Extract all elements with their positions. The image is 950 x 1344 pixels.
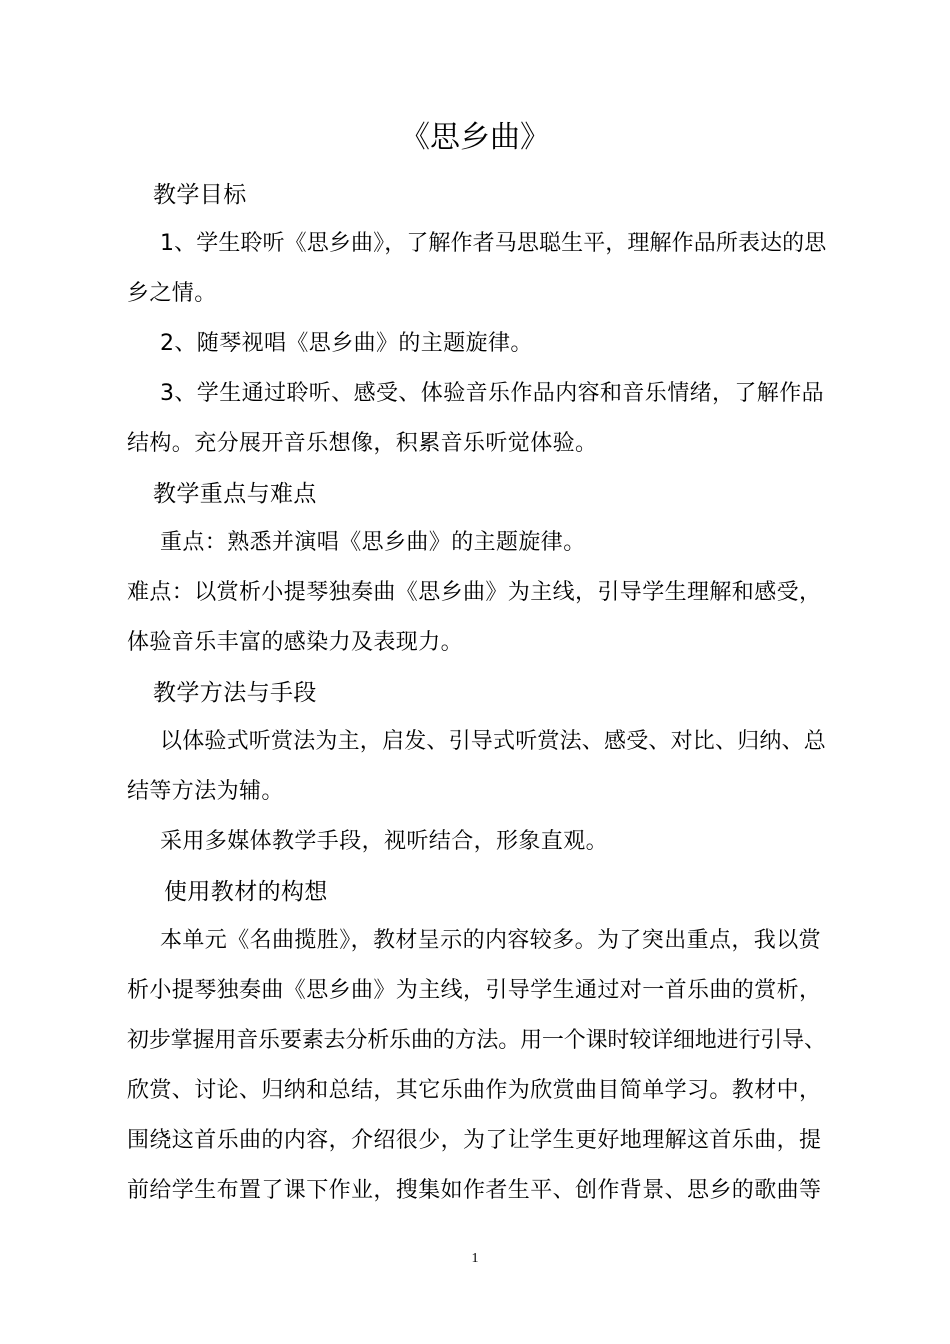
paragraph-line: 初步掌握用音乐要素去分析乐曲的方法。用一个课时较详细地进行引导、 — [127, 1028, 826, 1053]
section-heading-keypoints: 教学重点与难点 — [153, 481, 317, 507]
paragraph-line: 乡之情。 — [127, 281, 217, 306]
paragraph-line: 结等方法为辅。 — [127, 779, 284, 804]
paragraph-line: 3、学生通过聆听、感受、体验音乐作品内容和音乐情绪，了解作品 — [160, 381, 824, 406]
document-title: 《思乡曲》 — [400, 120, 550, 155]
paragraph-line: 欣赏、讨论、归纳和总结，其它乐曲作为欣赏曲目简单学习。教材中， — [127, 1078, 822, 1103]
section-heading-materials: 使用教材的构想 — [164, 879, 328, 905]
paragraph-line: 结构。充分展开音乐想像，积累音乐听觉体验。 — [127, 431, 598, 456]
paragraph-line: 本单元《名曲揽胜》，教材呈示的内容较多。为了突出重点，我以赏 — [160, 928, 822, 953]
paragraph-line: 采用多媒体教学手段，视听结合，形象直观。 — [160, 829, 609, 854]
paragraph-line: 析小提琴独奏曲《思乡曲》为主线，引导学生通过对一首乐曲的赏析， — [127, 978, 822, 1003]
section-heading-methods: 教学方法与手段 — [153, 680, 317, 706]
page-number: 1 — [471, 1251, 479, 1266]
paragraph-line: 围绕这首乐曲的内容，介绍很少，为了让学生更好地理解这首乐曲，提 — [127, 1128, 822, 1153]
paragraph-line: 难点：以赏析小提琴独奏曲《思乡曲》为主线，引导学生理解和感受， — [127, 580, 822, 605]
section-heading-objectives: 教学目标 — [153, 182, 247, 208]
paragraph-line: 前给学生布置了课下作业，搜集如作者生平、创作背景、思乡的歌曲等 — [127, 1178, 822, 1203]
paragraph-line: 重点：熟悉并演唱《思乡曲》的主题旋律。 — [160, 530, 586, 555]
paragraph-line: 体验音乐丰富的感染力及表现力。 — [127, 630, 464, 655]
paragraph-line: 以体验式听赏法为主，启发、引导式听赏法、感受、对比、归纳、总 — [160, 729, 827, 754]
paragraph-line: 2、随琴视唱《思乡曲》的主题旋律。 — [160, 331, 533, 356]
paragraph-line: 1、学生聆听《思乡曲》，了解作者马思聪生平，理解作品所表达的思 — [160, 231, 827, 256]
